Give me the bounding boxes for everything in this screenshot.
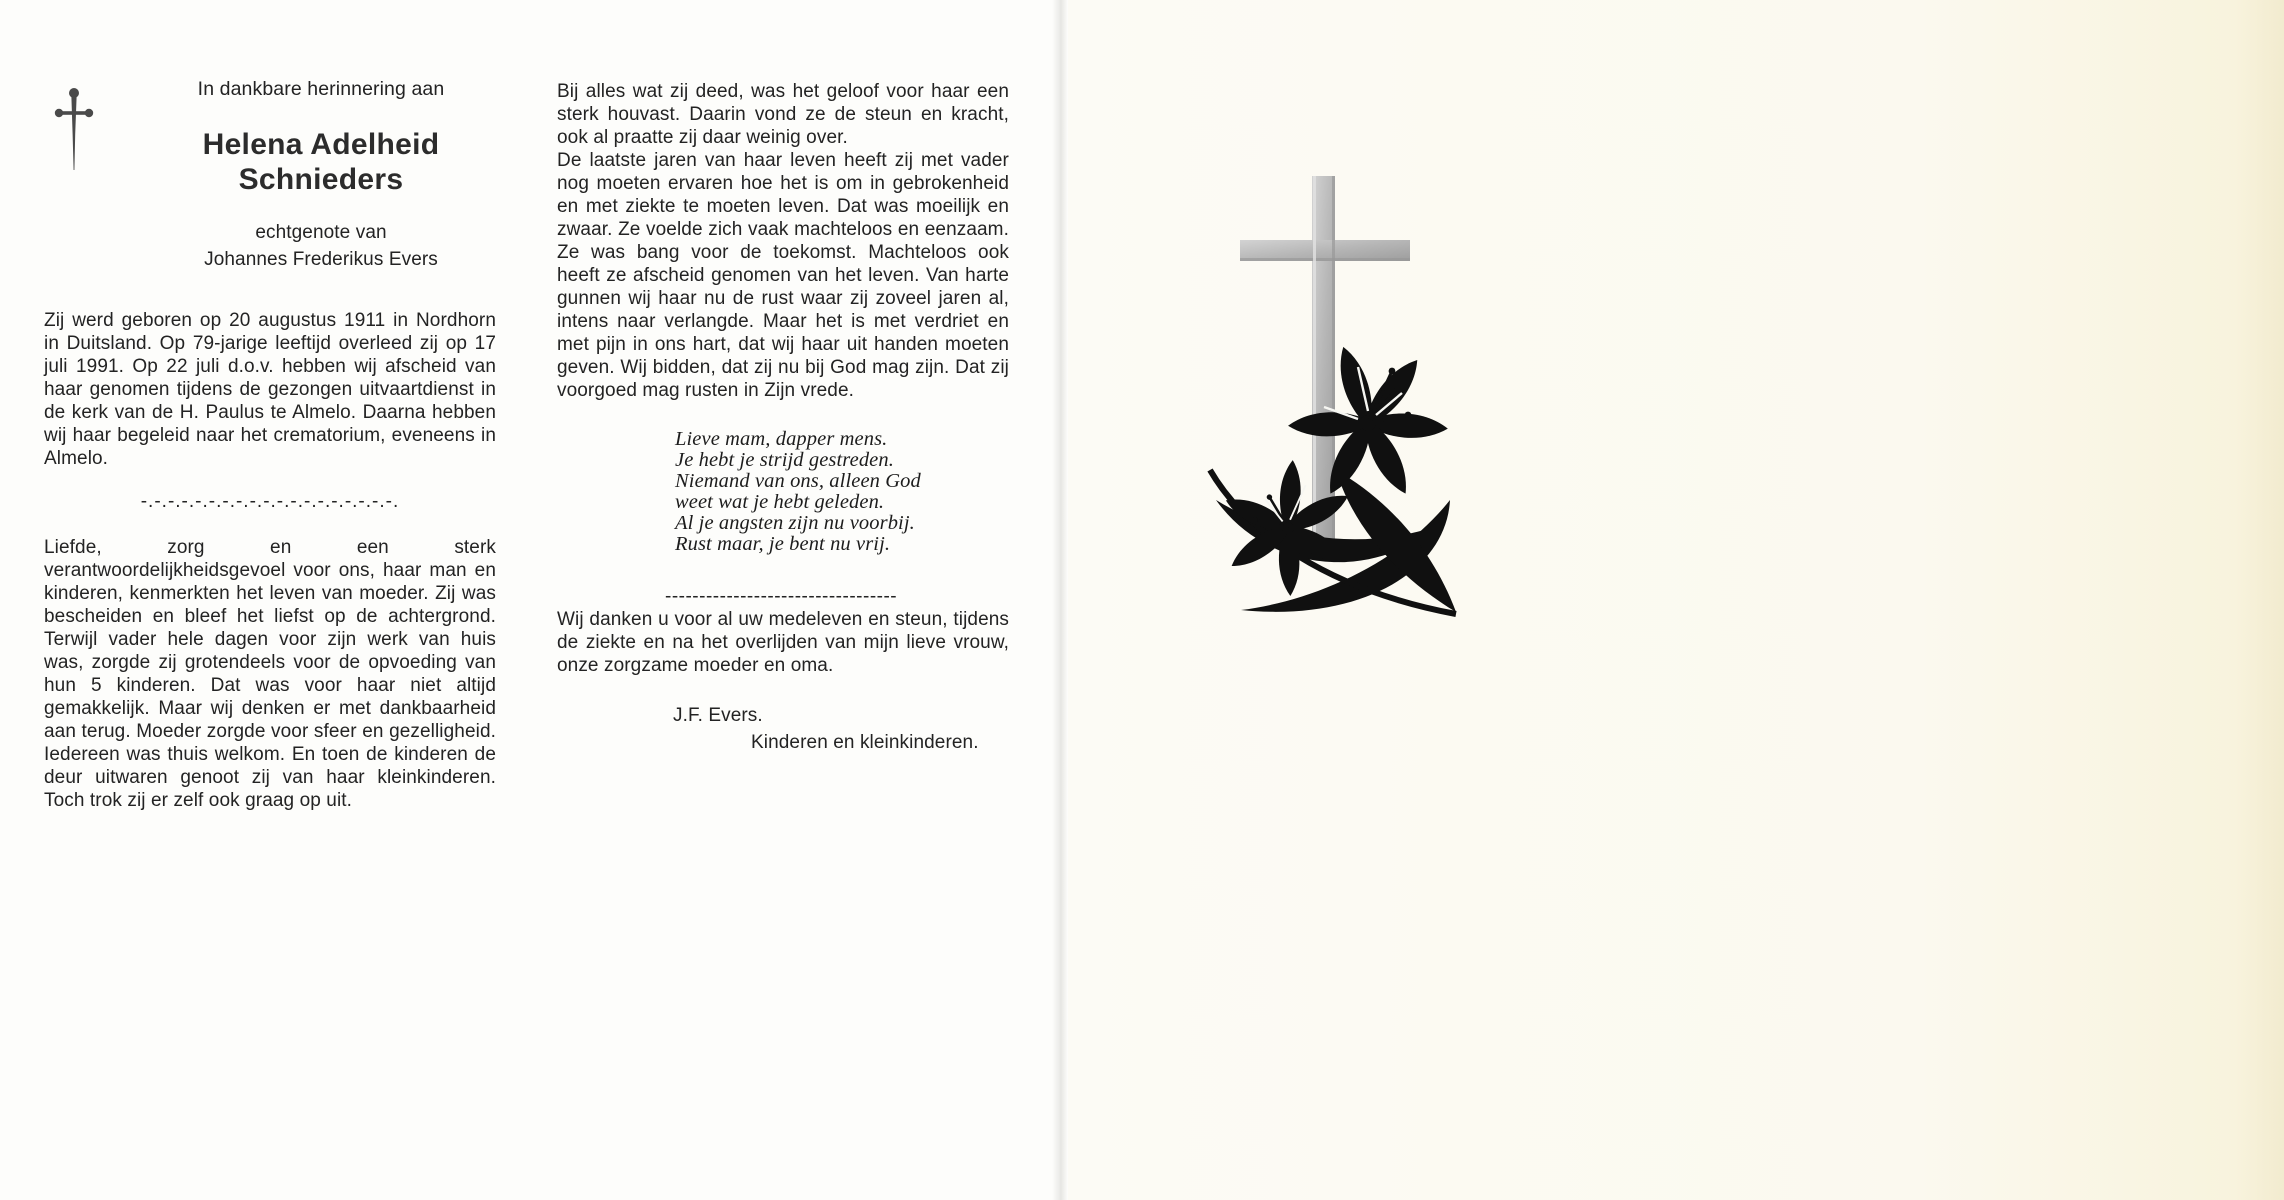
spouse-label: echtgenote van — [255, 222, 387, 243]
poem-line: Je hebt je strijd gestreden. — [675, 449, 894, 471]
deceased-name-line2: Schnieders — [238, 163, 404, 196]
poem-line: Lieve mam, dapper mens. — [675, 428, 888, 450]
dash-divider: ---------------------------------- — [665, 586, 898, 607]
heading-block — [146, 78, 496, 273]
fold-crease — [1052, 0, 1068, 1200]
cross-with-lilies-icon — [1186, 170, 1486, 640]
dotted-divider: -.-.-.-.-.-.-.-.-.-.-.-.-.-.-.-.-.-.-. — [140, 491, 400, 512]
poem-line: weet wat je hebt geleden. — [675, 491, 885, 513]
spouse-name: Johannes Frederikus Evers — [204, 249, 438, 270]
first-text-column — [44, 78, 496, 812]
final-years-paragraph: De laatste jaren van haar leven heeft zij met vader nog moeten ervaren hoe het is om in gebrokenheid en met ziekte te moeten leven. Dat was moeilijk en zwaar. Ze voelde zich vaak machteloos en eenzaam. Ze was bang voor de toekomst. Machteloos ook heeft ze afscheid genomen van het leven. Van harte gunnen wij haar nu de rust waar zij zoveel jaren al, intens naar verlangde. Maar het is met verdriet en met pijn in ons hart, dat wij haar uit handen moeten geven. Wij bidden, dat zij nu bij God mag zijn. Dat zij voorgoed mag rusten in Zijn vrede. — [557, 150, 1009, 401]
spouse-block — [146, 219, 496, 273]
family-paragraph: Liefde, zorg en een sterk verantwoordelijkheidsgevoel voor ons, haar man en kinderen, kenmerkten het leven van moeder. Zij was bescheiden en bleef het liefst op de achtergrond. Terwijl vader hele dagen voor zijn werk van huis was, zorgde zij grotendeels voor de opvoeding van hun 5 kinderen. Dat was voor haar niet altijd gemakkelijk. Maar wij denken er met dankbaarheid aan terug. Moeder zorgde voor sfeer en gezelligheid. Iedereen was thuis welkom. En toen de kinderen de deur uitwaren genoot zij van haar kleinkinderen. Toch trok zij er zelf ook graag op uit. — [44, 537, 496, 811]
poem-line: Niemand van ons, alleen God — [675, 470, 921, 492]
signature-husband: J.F. Evers. — [673, 705, 763, 726]
biography-paragraph: Zij werd geboren op 20 augustus 1911 in Nordhorn in Duitsland. Op 79-jarige leeftijd overleed zij op 17 juli 1991. Op 22 juli d.o.v. hebben wij afscheid van haar genomen tijdens de gezongen uitvaartdienst in de kerk van de H. Paulus te Almelo. Daarna hebben wij haar begeleid naar het crematorium, eveneens in Almelo. — [44, 310, 496, 469]
ornamental-cross-icon — [52, 84, 96, 176]
poem-line: Rust maar, je bent nu vrij. — [675, 533, 891, 555]
acknowledgement-paragraph: Wij danken u voor al uw medeleven en steun, tijdens de ziekte en na het overlijden van mijn lieve vrouw, onze zorgzame moeder en oma. — [557, 609, 1009, 676]
deceased-name-line1: Helena Adelheid — [202, 128, 440, 161]
gray-cross — [1240, 176, 1410, 542]
deceased-name — [146, 127, 496, 197]
memorial-poem — [675, 429, 1009, 555]
signature-children: Kinderen en kleinkinderen. — [751, 732, 979, 753]
poem-line: Al je angsten zijn nu voorbij. — [675, 512, 915, 534]
intro-line: In dankbare herinnering aan — [197, 78, 445, 100]
second-text-column — [557, 80, 1009, 754]
faith-paragraph: Bij alles wat zij deed, was het geloof voor haar een sterk houvast. Daarin vond ze de steun en kracht, ook al praatte zij daar weinig over. — [557, 81, 1009, 148]
